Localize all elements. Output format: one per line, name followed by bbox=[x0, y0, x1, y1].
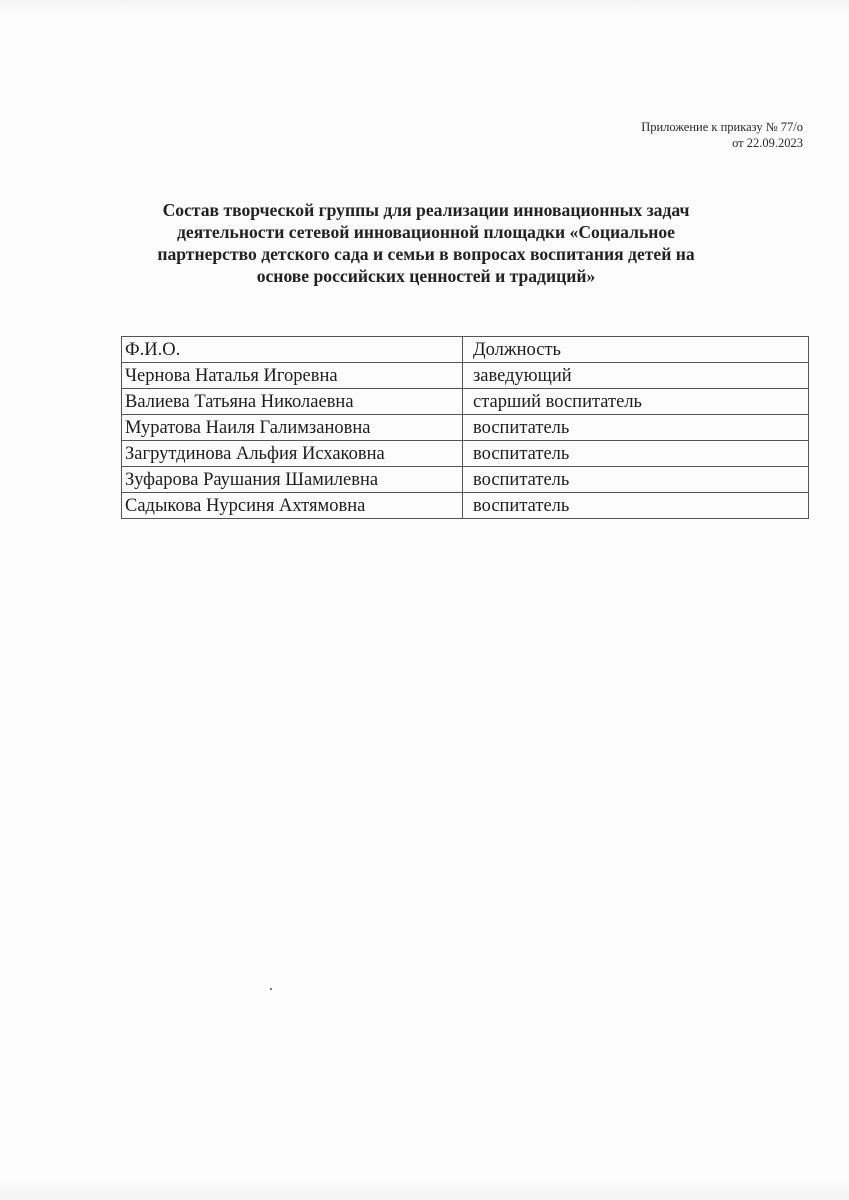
annex-date: от 22.09.2023 bbox=[732, 136, 803, 150]
table-row bbox=[122, 467, 809, 493]
member-name: Муратова Наиля Галимзановна bbox=[122, 415, 463, 441]
member-position: воспитатель bbox=[463, 467, 809, 493]
title-line: основе российских ценностей и традиций» bbox=[256, 266, 596, 286]
member-name: Валиева Татьяна Николаевна bbox=[122, 389, 463, 415]
group-members-table bbox=[121, 336, 809, 519]
member-name: Чернова Наталья Игоревна bbox=[122, 363, 463, 389]
member-name: Зуфарова Раушания Шамилевна bbox=[122, 467, 463, 493]
document-title bbox=[120, 199, 732, 287]
table-header-row bbox=[122, 337, 809, 363]
title-line: партнерство детского сада и семьи в вопросах воспитания детей на bbox=[157, 244, 695, 264]
table-row bbox=[122, 363, 809, 389]
header-full-name: Ф.И.О. bbox=[122, 337, 463, 363]
member-position: заведующий bbox=[463, 363, 809, 389]
member-name: Садыкова Нурсиня Ахтямовна bbox=[122, 493, 463, 519]
header-position: Должность bbox=[463, 337, 809, 363]
member-position: старший воспитатель bbox=[463, 389, 809, 415]
title-line: деятельности сетевой инновационной площадки «Социальное bbox=[177, 222, 675, 242]
title-line: Состав творческой группы для реализации инновационных задач bbox=[162, 200, 690, 220]
member-position: воспитатель bbox=[463, 441, 809, 467]
annex-order-ref: Приложение к приказу № 77/о bbox=[641, 120, 803, 134]
annex-note bbox=[641, 119, 803, 151]
scan-speck bbox=[270, 988, 272, 990]
member-position: воспитатель bbox=[463, 415, 809, 441]
member-name: Загрутдинова Альфия Исхаковна bbox=[122, 441, 463, 467]
table-row bbox=[122, 441, 809, 467]
member-position: воспитатель bbox=[463, 493, 809, 519]
table-row bbox=[122, 389, 809, 415]
table-row bbox=[122, 415, 809, 441]
table-row bbox=[122, 493, 809, 519]
